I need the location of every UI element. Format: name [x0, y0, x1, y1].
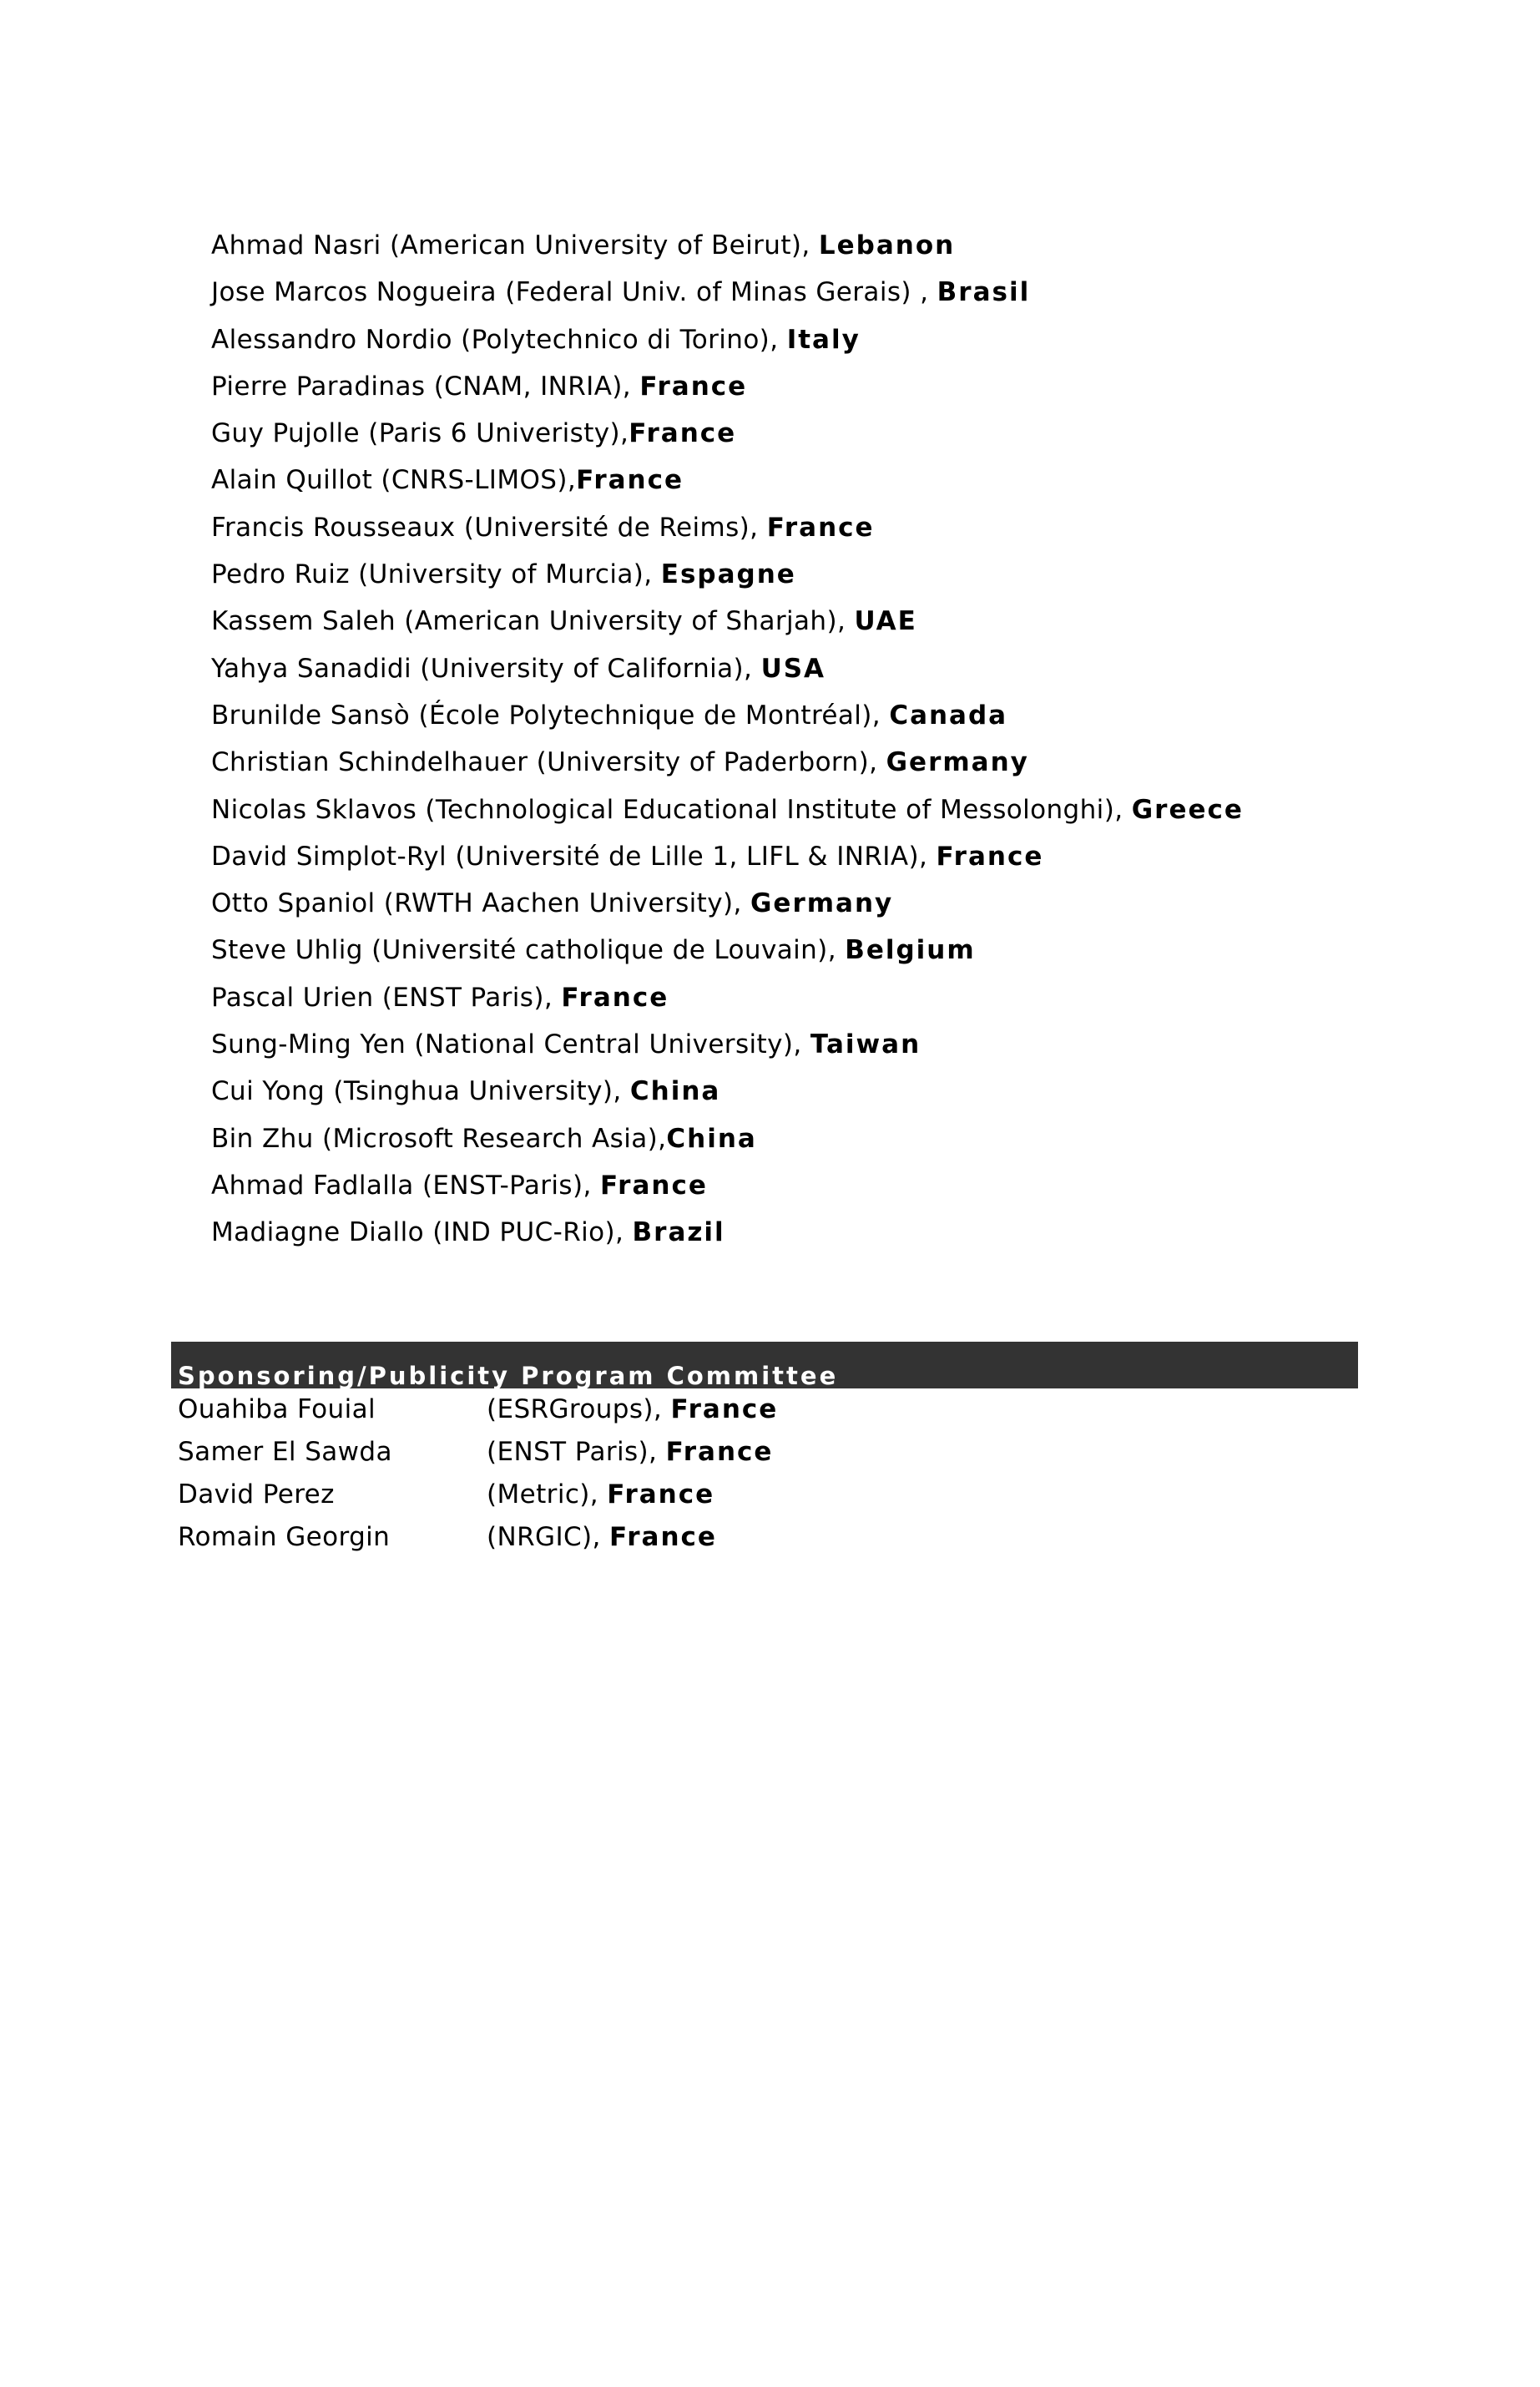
member-separator: , — [911, 277, 937, 308]
member-separator: , — [744, 653, 761, 684]
committee-member-affiliation: (ENST Paris) — [487, 1437, 649, 1467]
member-entry — [211, 462, 1244, 508]
member-entry — [211, 697, 1244, 744]
committee-member-affiliation: (ESRGroups) — [487, 1394, 654, 1424]
member-country: Germany — [750, 888, 894, 919]
member-name: Alessandro Nordio — [211, 324, 452, 355]
member-entry — [211, 509, 1244, 556]
member-country: Canada — [889, 700, 1008, 731]
member-affiliation: (American University of Sharjah) — [404, 606, 837, 637]
member-separator: , — [871, 700, 890, 731]
member-entry — [211, 274, 1244, 321]
member-affiliation: (ENST-Paris) — [422, 1170, 583, 1201]
committee-member-country: France — [609, 1522, 717, 1552]
member-name: Pierre Paradinas — [211, 371, 426, 402]
member-name: Cui Yong — [211, 1076, 326, 1107]
committee-member-row — [171, 1431, 1358, 1474]
member-entry — [211, 1026, 1244, 1073]
member-separator: , — [615, 1217, 633, 1248]
committee-member-separator: , — [649, 1437, 666, 1467]
member-separator: , — [733, 888, 750, 919]
member-name: Steve Uhlig — [211, 935, 363, 966]
member-affiliation: (University of Murcia) — [358, 559, 644, 590]
member-entry — [211, 321, 1244, 368]
member-separator: , — [658, 1123, 667, 1154]
member-entry — [211, 1073, 1244, 1120]
member-entry — [211, 979, 1244, 1026]
member-country: France — [576, 465, 684, 496]
member-separator: , — [770, 324, 787, 355]
member-country: China — [629, 1076, 721, 1107]
member-country: Germany — [886, 747, 1029, 778]
member-entry — [211, 791, 1244, 838]
member-affiliation: (Polytechnico di Torino) — [461, 324, 770, 355]
committee-member-name: David Perez — [178, 1479, 335, 1510]
committee-member-affiliation-group — [487, 1474, 714, 1515]
member-name: Alain Quillot — [211, 465, 373, 496]
member-affiliation: (École Polytechnique de Montréal) — [418, 700, 872, 731]
member-separator: , — [801, 230, 819, 260]
committee-member-country: France — [670, 1394, 779, 1424]
member-country: France — [599, 1170, 708, 1201]
member-separator: , — [869, 747, 886, 778]
member-name: Christian Schindelhauer — [211, 747, 528, 778]
committee-member-separator: , — [592, 1522, 610, 1552]
member-country: France — [936, 841, 1044, 872]
member-name: Jose Marcos Nogueira — [211, 277, 497, 308]
sponsoring-publicity-committee — [171, 1342, 1358, 1559]
member-separator: , — [750, 512, 767, 543]
member-affiliation: (University of California) — [420, 653, 745, 684]
member-entry — [211, 227, 1244, 274]
member-entry — [211, 838, 1244, 885]
committee-member-row — [171, 1474, 1358, 1516]
committee-member-separator: , — [589, 1479, 608, 1510]
member-separator: , — [622, 371, 640, 402]
member-separator: , — [543, 982, 562, 1013]
member-country: France — [629, 418, 737, 449]
committee-member-row — [171, 1516, 1358, 1559]
member-affiliation: (Université de Reims) — [463, 512, 750, 543]
member-entry — [211, 368, 1244, 415]
member-name: Bin Zhu — [211, 1123, 314, 1154]
member-affiliation: (National Central University) — [414, 1029, 794, 1060]
member-separator: , — [644, 559, 661, 590]
member-affiliation: (Université de Lille 1, LIFL & INRIA) — [455, 841, 919, 872]
committee-member-affiliation-group — [487, 1388, 778, 1430]
member-country: Greece — [1131, 794, 1244, 825]
member-country: Brazil — [632, 1217, 725, 1248]
committee-member-affiliation-group — [487, 1516, 717, 1558]
member-entry — [211, 744, 1244, 791]
member-affiliation: (RWTH Aachen University) — [383, 888, 734, 919]
member-entry — [211, 1120, 1244, 1167]
member-name: Guy Pujolle — [211, 418, 360, 449]
committee-member-affiliation: (Metric) — [487, 1479, 590, 1510]
member-entry — [211, 885, 1244, 932]
member-country: France — [639, 371, 748, 402]
member-affiliation: (CNRS-LIMOS) — [381, 465, 568, 496]
member-name: David Simplot-Ryl — [211, 841, 447, 872]
committee-member-country: France — [607, 1479, 715, 1510]
committee-member-affiliation-group — [487, 1431, 773, 1473]
member-country: France — [766, 512, 875, 543]
member-affiliation: (University of Paderborn) — [536, 747, 870, 778]
member-entry — [211, 603, 1244, 650]
member-affiliation: (IND PUC-Rio) — [432, 1217, 616, 1248]
committee-header: Sponsoring/Publicity Program Committee — [171, 1342, 1358, 1388]
member-name: Nicolas Sklavos — [211, 794, 417, 825]
member-separator: , — [918, 841, 937, 872]
member-country: China — [666, 1123, 757, 1154]
member-affiliation: (CNAM, INRIA) — [433, 371, 623, 402]
member-affiliation: (American University of Beirut) — [389, 230, 802, 260]
member-entry — [211, 650, 1244, 697]
member-name: Ahmad Fadlalla — [211, 1170, 414, 1201]
member-affiliation: (Federal Univ. of Minas Gerais) — [505, 277, 911, 308]
committee-member-separator: , — [653, 1394, 671, 1424]
member-affiliation: (Technological Educational Institute of Messolonghi) — [425, 794, 1115, 825]
member-name: Kassem Saleh — [211, 606, 396, 637]
member-separator: , — [567, 465, 577, 496]
member-separator: , — [620, 418, 629, 449]
member-affiliation: (Tsinghua University) — [333, 1076, 613, 1107]
member-separator: , — [583, 1170, 600, 1201]
member-affiliation: (ENST Paris) — [381, 982, 544, 1013]
member-country: Taiwan — [810, 1029, 921, 1060]
member-country: France — [561, 982, 669, 1013]
program-committee-list — [211, 227, 1244, 1262]
committee-member-row — [171, 1388, 1358, 1431]
member-country: Lebanon — [818, 230, 956, 260]
member-separator: , — [793, 1029, 810, 1060]
member-name: Sung-Ming Yen — [211, 1029, 406, 1060]
member-name: Ahmad Nasri — [211, 230, 381, 260]
member-affiliation: (Microsoft Research Asia) — [321, 1123, 659, 1154]
member-separator: , — [836, 606, 855, 637]
committee-member-name: Ouahiba Fouial — [178, 1394, 376, 1424]
member-country: Italy — [786, 324, 861, 355]
member-name: Otto Spaniol — [211, 888, 376, 919]
member-country: Belgium — [845, 935, 976, 966]
member-country: Brasil — [937, 277, 1031, 308]
member-separator: , — [827, 935, 846, 966]
member-name: Madiagne Diallo — [211, 1217, 424, 1248]
member-name: Pedro Ruiz — [211, 559, 350, 590]
member-entry — [211, 932, 1244, 979]
member-entry — [211, 556, 1244, 603]
member-name: Yahya Sanadidi — [211, 653, 412, 684]
member-country: Espagne — [660, 559, 796, 590]
member-country: UAE — [854, 606, 917, 637]
committee-member-name: Samer El Sawda — [178, 1437, 392, 1467]
member-separator: , — [613, 1076, 630, 1107]
member-affiliation: (Paris 6 Univeristy) — [368, 418, 621, 449]
member-entry — [211, 415, 1244, 462]
committee-member-list — [171, 1388, 1358, 1559]
member-name: Brunilde Sansò — [211, 700, 411, 731]
member-name: Pascal Urien — [211, 982, 374, 1013]
member-entry — [211, 1167, 1244, 1214]
committee-member-affiliation: (NRGIC) — [487, 1522, 593, 1552]
member-entry — [211, 1214, 1244, 1261]
committee-member-country: France — [665, 1437, 774, 1467]
member-name: Francis Rousseaux — [211, 512, 456, 543]
committee-member-name: Romain Georgin — [178, 1522, 391, 1552]
member-country: USA — [760, 653, 826, 684]
member-separator: , — [1114, 794, 1132, 825]
member-affiliation: (Université catholique de Louvain) — [371, 935, 828, 966]
